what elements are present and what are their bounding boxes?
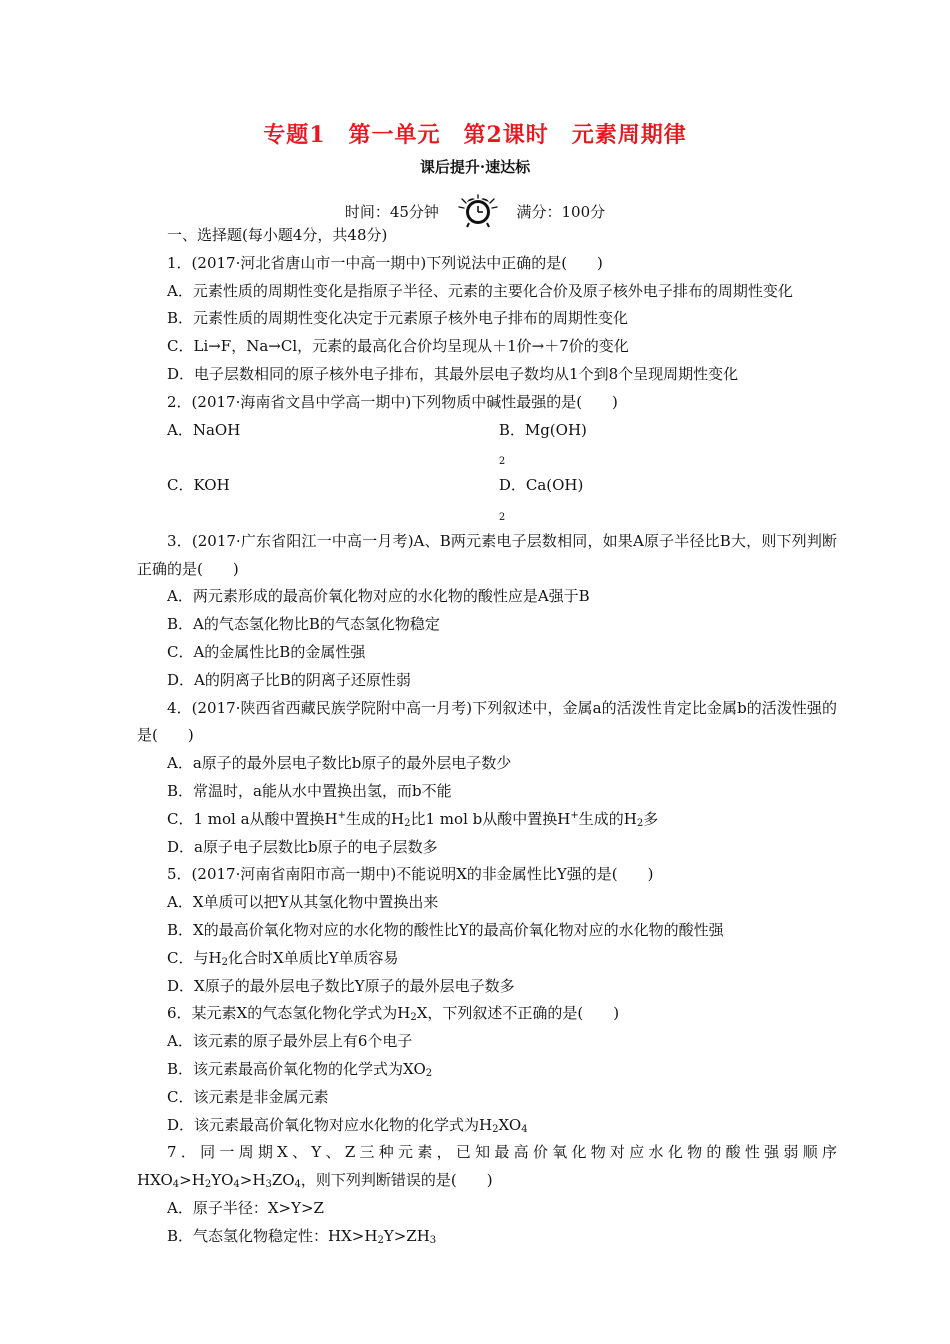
q7-option-b: B．气态氢化物稳定性：$HX>H_2Y>ZH_3$ [167,1226,437,1246]
q1-option-b: B．元素性质的周期性变化决定于元素原子核外电子排布的周期性变化 [167,309,629,328]
question-list [137,222,837,1250]
q2-stem: 2．(2017·海南省文昌中学高一期中)下列物质中碱性最强的是( ) [167,392,618,411]
q2-option-d: D．$Ca(OH)_2$ [498,476,584,523]
q1-option-a: A．元素性质的周期性变化是指原子半径、元素的主要化合价及原子核外电子排布的周期性变化 [167,281,793,300]
score-label: 满分：100分 [516,203,606,221]
q3-option-b: B．A的气态氢化物比B的气态氢化物稳定 [167,615,440,634]
q5-option-a: A．X单质可以把Y从其氢化物中置换出来 [167,893,439,912]
q2-option-b: B．$Mg(OH)_2$ [498,420,587,468]
q1-option-c: C．Li→F，Na→Cl，元素的最高化合价均呈现从＋1价→＋7价的变化 [167,337,629,356]
q6-option-a: A．该元素的原子最外层上有6个电子 [167,1032,413,1051]
q4-option-a: A．a原子的最外层电子数比b原子的最外层电子数少 [167,754,512,773]
q5-stem: 5．(2017·河南省南阳市高一期中)不能说明X的非金属性比Y强的是( ) [167,865,654,884]
q4-option-d: D．a原子电子层数比b原子的电子层数多 [167,837,438,856]
q3-option-c: C．A的金属性比B的金属性强 [167,642,366,661]
q7-option-a: A．原子半径：X>Y>Z [167,1198,324,1217]
q4-stem: 4．(2017·陕西省西藏民族学院附中高一月考)下列叙述中，金属a的活泼性肯定比金属b的活泼性强的是( ) [137,698,837,745]
q5-option-d: D．X原子的最外层电子数比Y原子的最外层电子数多 [167,976,515,995]
q2-option-c: C．KOH [167,476,230,495]
q4-option-c: C．1 mol a从酸中置换H+生成的$H_2$比1 mol b从酸中置换H+生成的$H_2$多 [167,809,659,829]
q2-options-row-2 [137,472,837,528]
q6-option-b: B．该元素最高价氧化物的化学式为$XO_2$ [167,1059,433,1079]
q6-option-c: C．该元素是非金属元素 [167,1087,329,1106]
page-title: 专题1 第一单元 第2课时 元素周期律 [263,122,687,148]
q5-option-b: B．X的最高价氧化物对应的水化物的酸性比Y的最高价氧化物对应的水化物的酸性强 [167,920,724,939]
section-heading: 一、选择题(每小题4分，共48分) [167,226,388,244]
q3-option-d: D．A的阴离子比B的阴离子还原性弱 [167,670,411,689]
q5-option-c: C．与$H_2$化合时X单质比Y单质容易 [167,948,399,968]
q6-option-d: D．该元素最高价氧化物对应水化物的化学式为$H_2XO_4$ [167,1115,528,1135]
time-label: 时间：45分钟 [344,203,439,221]
page-subtitle: 课后提升·速达标 [419,158,531,176]
q2-option-a: A．NaOH [167,420,241,439]
q4-option-b: B．常温时，a能从水中置换出氢，而b不能 [167,781,452,800]
q7-stem: 7．同一周期X、Y、Z三种元素，已知最高价氧化物对应水化物的酸性强弱顺序$HXO_4>H_2YO_4>H_3ZO_4$，则下列判断错误的是( ) [137,1143,837,1191]
q3-option-a: A．两元素形成的最高价氧化物对应的水化物的酸性应是A强于B [167,587,590,606]
q2-options-row-1 [137,417,837,473]
q6-stem: 6．某元素X的气态氢化物化学式为$H_2X$，下列叙述不正确的是( ) [167,1004,620,1024]
q1-option-d: D．电子层数相同的原子核外电子排布，其最外层电子数均从1个到8个呈现周期性变化 [167,364,739,383]
q1-stem: 1．(2017·河北省唐山市一中高一期中)下列说法中正确的是( ) [167,253,603,272]
q3-stem: 3．(2017·广东省阳江一中高一月考)A、B两元素电子层数相同，如果A原子半径比B大，则下列判断正确的是( ) [137,531,837,578]
